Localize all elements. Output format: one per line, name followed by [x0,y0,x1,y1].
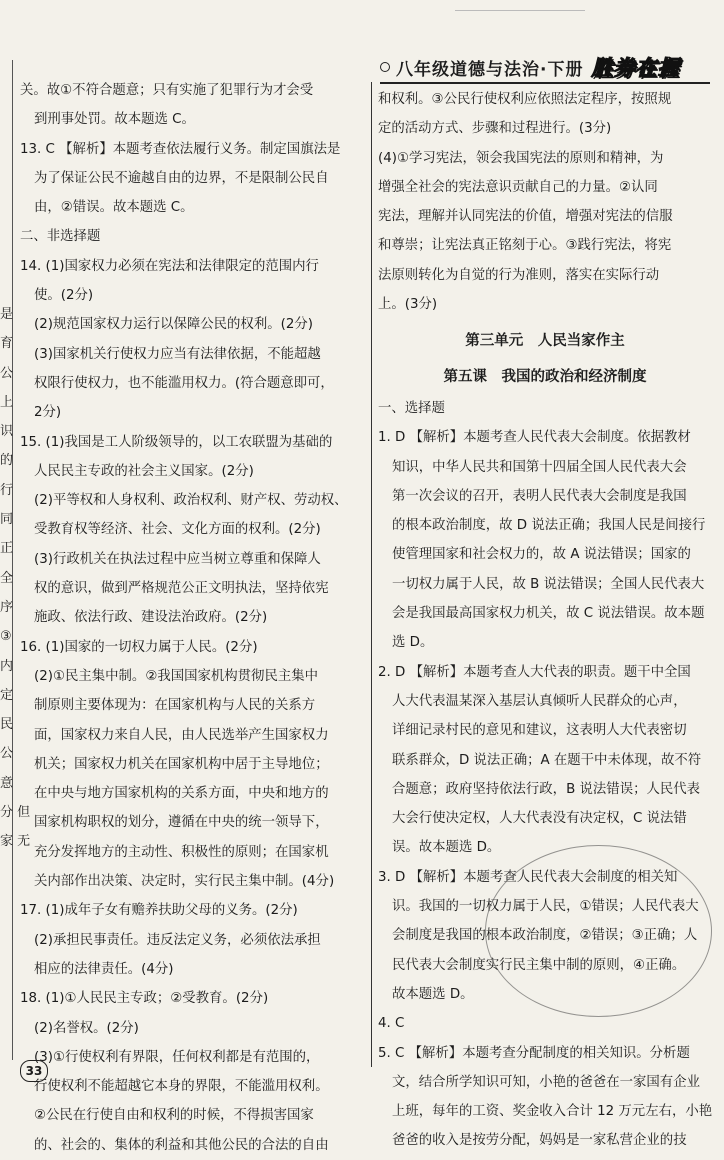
edge-glyph: 公 [0,365,14,381]
text-line: 法原则转化为自觉的行为准则，落实在实际行动 [378,267,660,283]
edge-glyph: 是 [0,307,14,322]
edge-glyph: 分 但 [0,805,31,821]
text-line: 行使权利不能超越它本身的界限，不能滥用权利。 [34,1079,329,1095]
text-line: 机关；国家权力机关在国家机构中居于主导地位； [34,756,329,772]
text-line: 14. (1)国家权力必须在宪法和法律限定的范围内行 [20,258,319,274]
edge-glyph: 意 [0,775,14,791]
text-line: (2)规范国家权力运行以保障公民的权利。(2分) [34,317,313,333]
text-line: 和权利。③公民行使权利应依照法定程序，按照规 [378,92,672,107]
text-line: 人民民主专政的社会主义国家。(2分) [34,463,254,479]
text-line: 会制度是我国的根本政治制度，②错误；③正确；人 [392,928,698,944]
edge-glyph: 民 [0,717,14,733]
text-line: (3)行政机关在执法过程中应当树立尊重和保障人 [34,551,321,567]
edge-glyph: ③ [0,629,12,645]
lesson-title: 第五课 我国的政治和经济制度 [443,368,647,385]
edge-glyph: 同 [0,512,14,528]
text-line: 增强全社会的宪法意识贡献自己的力量。②认同 [378,179,658,195]
text-line: 在中央与地方国家机构的关系方面，中央和地方的 [34,786,329,802]
text-line: 相应的法律责任。(4分) [34,961,174,977]
text-line: 识。我国的一切权力属于人民，①错误；人民代表大 [392,899,699,915]
edge-glyph: 正 [0,541,14,557]
text-line: 和尊崇；让宪法真正铭刻于心。③践行宪法，将宪 [378,238,672,254]
text-line: 权限行使权力，也不能滥用权力。(符合题意即可， [34,375,334,391]
text-line: 使管理国家和社会权力的，故 A 说法错误；国家的 [392,547,691,563]
edge-glyph: 序 [0,599,14,615]
text-line: 关内部作出决策、决定时，实行民主集中制。(4分) [34,874,335,890]
edge-glyph: 育 [0,336,14,352]
text-line: 一切权力属于人民，故 B 说法错误；全国人民代表大 [392,576,705,592]
section-heading: 一、选择题 [378,400,445,416]
text-line: 详细记录村民的意见和建议，这表明人大代表密切 [392,723,687,739]
text-line: 1. D 【解析】本题考查人民代表大会制度。依据教材 [378,430,691,446]
text-line: 使。(2分) [34,288,94,304]
text-line: 知识，中华人民共和国第十四届全国人民代表大会 [392,459,687,475]
text-line: 2. D 【解析】本题考查人大代表的职责。题干中全国 [378,664,691,680]
header-title: 八年级道德与法治·下册 [396,59,584,80]
text-line: 面，国家权力来自人民，由人民选举产生国家权力 [34,727,329,743]
text-line: 二、非选择题 [20,229,101,245]
edge-glyph: 行 [0,482,14,498]
text-line: 5. C 【解析】本题考查分配制度的相关知识。分析题 [378,1045,690,1061]
text-line: 制原则主要体现为：在国家机构与人民的关系方 [34,698,316,714]
text-line: 故本题选 D。 [392,986,474,1002]
text-line: 人大代表温某深入基层认真倾听人民群众的心声， [392,693,687,709]
text-line: (2)平等权和人身权利、政治权利、财产权、劳动权、 [34,493,348,509]
edge-glyph: 上 [0,394,14,410]
page-number: 33 [20,1060,48,1082]
text-line: (3)国家机关行使权力应当有法律依据，不能超越 [34,346,321,362]
edge-glyph: 内 [0,658,14,674]
text-line: 4. C [378,1016,405,1032]
text-line: 合题意；政府坚持依法行政，B 说法错误；人民代表 [392,781,701,797]
right-column-answers [378,423,712,1155]
text-line: (2)名誉权。(2分) [34,1020,139,1036]
header-bullet-icon [380,62,390,72]
text-line: (2)承担民事责任。违反法定义务，必须依法承担 [34,932,321,948]
text-line: 文，结合所学知识可知，小艳的爸爸在一家国有企业 [392,1074,700,1090]
text-line: 受教育权等经济、社会、文化方面的权利。(2分) [34,522,321,538]
edge-fragments [0,300,31,857]
text-line: ②公民在行使自由和权利的时候，不得损害国家 [34,1108,314,1124]
text-line: 到刑事处罚。故本题选 C。 [34,112,195,128]
text-line: 为了保证公民不逾越自由的边界，不是限制公民自 [34,170,329,186]
text-line: 大会行使决定权，人大代表没有决定权，C 说法错 [392,811,687,827]
text-line: 施政、依法行政、建设法治政府。(2分) [34,610,268,626]
text-line: 民代表大会制度实行民主集中制的原则，④正确。 [392,957,686,973]
edge-glyph: 定 [0,687,14,703]
text-line: 爸爸的收入是按劳分配，妈妈是一家私营企业的技 [392,1133,687,1149]
text-line: 宪法，理解并认同宪法的价值，增强对宪法的信服 [378,209,673,225]
text-line: 3. D 【解析】本题考查人民代表大会制度的相关知 [378,869,678,885]
text-line: 关。故①不符合题意；只有实施了犯罪行为才会受 [20,83,314,98]
text-line: 误。故本题选 D。 [392,840,501,856]
edge-glyph: 全 [0,570,14,586]
text-line: 16. (1)国家的一切权力属于人民。(2分) [20,639,258,655]
right-column-continuation [378,85,712,319]
header-rule [380,82,710,84]
text-line: 13. C 【解析】本题考查依法履行义务。制定国旗法是 [20,141,341,157]
text-line: 2分) [34,405,62,421]
ink-circle-mark [485,845,712,1017]
text-line: (2)①民主集中制。②我国国家机构贯彻民主集中 [34,668,319,684]
text-line: 的、社会的、集体的利益和其他公民的合法的自由 [34,1137,329,1153]
text-line: 的根本政治制度，故 D 说法正确；我国人民是间接行 [392,518,706,534]
text-line: 联系群众，D 说法正确；A 在题干中未体现，故不符 [392,752,702,768]
text-line: 定的活动方式、步骤和过程进行。(3分) [378,121,612,137]
page-header [380,52,710,82]
page-footer [20,1060,48,1082]
edge-glyph: 公 [0,746,14,762]
unit-title: 第三单元 人民当家作主 [465,333,625,350]
text-line: 会是我国最高国家权力机关，故 C 说法错误。故本题 [392,606,705,622]
text-line: 17. (1)成年子女有赡养扶助父母的义务。(2分) [20,903,298,919]
header-logo: 胜券在握 [591,56,680,80]
text-line: 权的意识，做到严格规范公正文明执法，坚持依宪 [34,581,329,597]
text-line: (4)①学习宪法，领会我国宪法的原则和精神，为 [378,150,664,166]
text-line: 18. (1)①人民民主专政；②受教育。(2分) [20,991,269,1007]
top-rule [455,10,585,11]
text-line: 上。(3分) [378,297,438,313]
text-line: 充分发挥地方的主动性、积极性的原则；在国家机 [34,844,329,860]
text-line: 上班，每年的工资、奖金收入合计 12 万元左右，小艳 [392,1104,712,1120]
text-line: 国家机构职权的划分，遵循在中央的统一领导下， [34,815,329,831]
edge-glyph: 识 [0,424,14,440]
edge-glyph: 家 无 [0,834,31,850]
left-column [20,76,370,1160]
text-line: 由，②错误。故本题选 C。 [34,200,194,216]
edge-glyph: 的 [0,453,14,469]
text-line: (3)①行使权利有界限，任何权利都是有范围的， [34,1049,320,1065]
text-line: 15. (1)我国是工人阶级领导的，以工农联盟为基础的 [20,434,333,450]
text-line: 选 D。 [392,635,434,651]
text-line: 第一次会议的召开，表明人民代表大会制度是我国 [392,488,687,504]
column-divider [371,82,372,1067]
